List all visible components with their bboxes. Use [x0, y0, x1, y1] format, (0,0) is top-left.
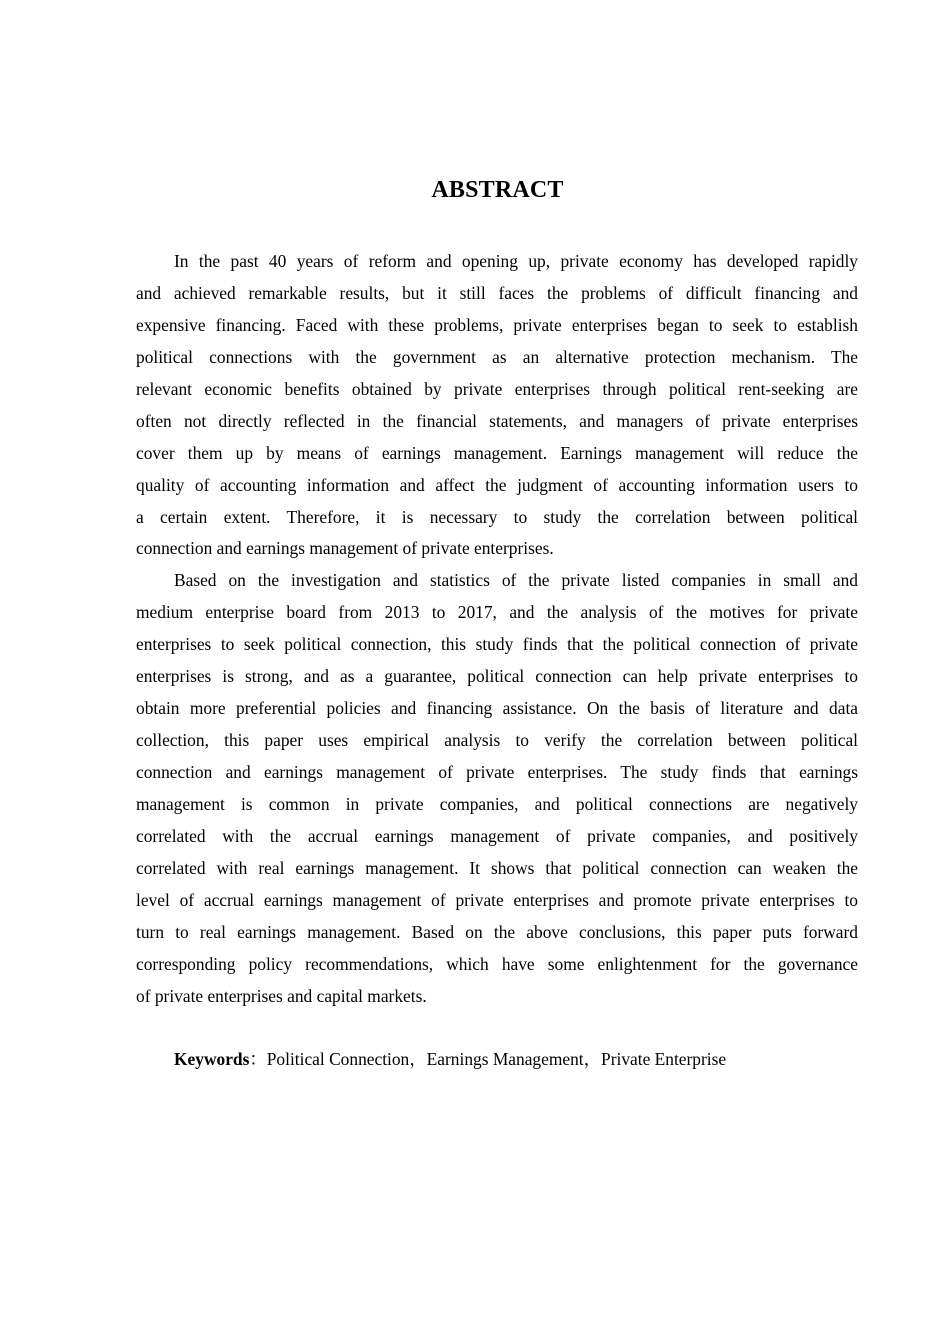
text-line: and achieved remarkable results, but it still faces the problems of difficult financing and [136, 282, 858, 303]
text-line: turn to real earnings management. Based on the above conclusions, this paper puts forward [136, 921, 858, 942]
text-line: In the past 40 years of reform and opening up, private economy has developed rapidly [174, 251, 858, 271]
text-line: level of accrual earnings management of private enterprises and promote private enterprises to [136, 889, 858, 910]
text-line: of private enterprises and capital markets. [136, 985, 427, 1006]
text-line: expensive financing. Faced with these problems, private enterprises began to seek to establish [136, 314, 858, 335]
text-line: relevant economic benefits obtained by private enterprises through political rent-seeking are [136, 378, 858, 399]
text-line: enterprises is strong, and as a guarantee, political connection can help private enterprises to [136, 666, 858, 687]
abstract-paragraph-2 [136, 565, 858, 1012]
text-line: correlated with real earnings management. It shows that political connection can weaken the [136, 857, 858, 878]
text-line: management is common in private companies, and political connections are negatively [136, 793, 858, 814]
text-line: political connections with the government as an alternative protection mechanism. The [136, 346, 858, 367]
text-line: often not directly reflected in the financial statements, and managers of private enterprises [136, 410, 858, 431]
text-line: connection and earnings management of private enterprises. The study finds that earnings [136, 762, 858, 782]
keywords-label: Keywords [174, 1049, 250, 1069]
keyword-separator: ， [583, 1049, 602, 1069]
text-line: cover them up by means of earnings management. Earnings management will reduce the [136, 442, 858, 463]
text-line: obtain more preferential policies and financing assistance. On the basis of literature and data [136, 698, 858, 719]
text-line: connection and earnings management of private enterprises. [136, 538, 554, 559]
keyword-item: Political Connection [266, 1049, 410, 1069]
abstract-title: ABSTRACT [431, 177, 564, 203]
keyword-separator: ， [409, 1049, 427, 1069]
text-line: correlated with the accrual earnings management of private companies, and positively [136, 825, 858, 846]
text-line: enterprises to seek political connection, this study finds that the political connection of private [136, 634, 858, 655]
keywords-line [174, 1044, 726, 1075]
keywords-label-separator: ： [249, 1049, 267, 1069]
text-line: medium enterprise board from 2013 to 2017, and the analysis of the motives for private [136, 602, 858, 623]
abstract-body [136, 246, 858, 1013]
abstract-paragraph-1 [136, 246, 858, 565]
text-line: a certain extent. Therefore, it is necessary to study the correlation between political [136, 506, 858, 527]
text-line: quality of accounting information and affect the judgment of accounting information users to [136, 474, 858, 495]
keyword-item: Private Enterprise [601, 1049, 727, 1069]
text-line: Based on the investigation and statistics of the private listed companies in small and [174, 570, 858, 591]
keyword-item: Earnings Management [426, 1049, 584, 1069]
text-line: collection, this paper uses empirical analysis to verify the correlation between political [136, 730, 858, 751]
text-line: corresponding policy recommendations, which have some enlightenment for the governance [136, 953, 858, 974]
